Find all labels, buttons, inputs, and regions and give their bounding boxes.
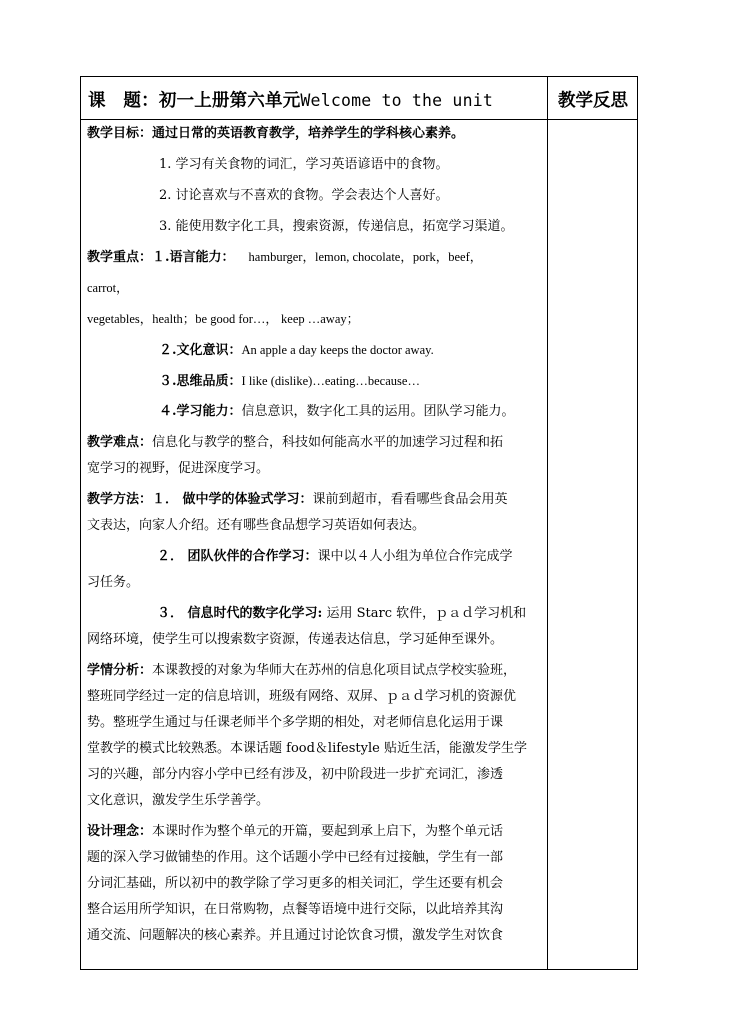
method-1-label: １． 做中学的体验式学习： <box>152 492 313 507</box>
goal-item: 1. 学习有关食物的词汇，学习英语谚语中的食物。 <box>159 157 449 172</box>
goals-text: 通过日常的英语教育教学，培养学生的学科核心素养。 <box>152 126 465 141</box>
method-3-text: 运用 Starc 软件，ｐａｄ学习机和 <box>322 606 527 621</box>
goal-item: 3. 能使用数字化工具，搜索资源，传递信息，拓宽学习渠道。 <box>159 219 514 234</box>
method-3-label: ３． 信息时代的数字化学习: <box>157 606 323 621</box>
key-point-2 <box>87 339 541 370</box>
title-label: 课 题： <box>88 91 159 111</box>
key-point-1 <box>87 246 541 277</box>
design-cont: 整合运用所学知识，在日常购物，点餐等语境中进行交际，以此培养其沟 <box>87 902 504 917</box>
key-point-1-text: hamburger，lemon, chocolate，pork，beef， <box>248 250 483 264</box>
title-en: Welcome to the unit <box>300 91 493 110</box>
difficulties-cont: 宽学习的视野，促进深度学习。 <box>87 461 270 476</box>
method-2-cont: 习任务。 <box>87 575 140 590</box>
goals-label: 教学目标： <box>87 126 153 141</box>
key-point-4 <box>87 401 541 432</box>
methods-label: 教学方法： <box>87 492 153 507</box>
lesson-content <box>87 123 541 951</box>
key-point-2-label: ２.文化意识： <box>159 343 242 358</box>
goal-item: 2. 讨论喜欢与不喜欢的食物。学会表达个人喜好。 <box>159 188 449 203</box>
key-point-3 <box>87 370 541 401</box>
method-3-cont: 网络环境，使学生可以搜索数字资源，传递表达信息，学习延伸至课外。 <box>87 632 504 647</box>
analysis-cont: 堂教学的模式比较熟悉。本课话题 food＆lifestyle 贴近生活，能激发学生学 <box>87 741 527 756</box>
design-text: 本课时作为整个单元的开篇，要起到承上启下，为整个单元话 <box>152 824 504 839</box>
method-1-cont: 文表达，向家人介绍。还有哪些食品想学习英语如何表达。 <box>87 518 426 533</box>
difficulties-text: 信息化与教学的整合，科技如何能高水平的加速学习过程和拓 <box>152 435 504 450</box>
analysis-cont: 文化意识，激发学生乐学善学。 <box>87 793 270 808</box>
lesson-plan-table <box>80 76 638 970</box>
header-divider <box>81 119 637 120</box>
analysis-cont: 势。整班学生通过与任课老师半个多学期的相处，对老师信息化运用于课 <box>87 715 504 730</box>
key-point-1-cont: vegetables，health；be good for…， keep …away； <box>87 312 360 326</box>
design-line <box>87 821 541 847</box>
key-point-1-cont: carrot， <box>87 281 129 295</box>
key-point-4-label: ４.学习能力： <box>159 404 242 419</box>
key-point-3-text: I like (dislike)…eating…because… <box>241 374 420 388</box>
method-1-text: 课前到超市，看看哪些食品会用英 <box>312 492 508 507</box>
analysis-label: 学情分析： <box>87 663 153 678</box>
reflection-header: 教学反思 <box>558 91 628 111</box>
analysis-line <box>87 660 541 686</box>
key-points-label: 教学重点： <box>87 250 153 265</box>
design-cont: 分词汇基础，所以初中的教学除了学习更多的相关词汇，学生还要有机会 <box>87 876 504 891</box>
design-cont: 通交流、问题解决的核心素养。并且通过讨论饮食习惯，激发学生对饮食 <box>87 928 504 943</box>
method-2-label: ２． 团队伙伴的合作学习： <box>157 549 318 564</box>
difficulties-line <box>87 432 541 458</box>
analysis-text: 本课教授的对象为华师大在苏州的信息化项目试点学校实验班， <box>152 663 517 678</box>
key-point-2-text: An apple a day keeps the doctor away. <box>241 343 434 357</box>
method-2 <box>87 546 541 572</box>
analysis-cont: 整班同学经过一定的信息培训，班级有网络、双屏、ｐａｄ学习机的资源优 <box>87 689 517 704</box>
design-label: 设计理念： <box>87 824 153 839</box>
key-point-1-label: １.语言能力： <box>152 250 235 265</box>
goals-line <box>87 123 541 154</box>
design-cont: 题的深入学习做铺垫的作用。这个话题小学中已经有过接触，学生有一部 <box>87 850 504 865</box>
key-point-4-text: 信息意识，数字化工具的运用。团队学习能力。 <box>241 404 515 419</box>
title-cn: 初一上册第六单元 <box>158 91 301 111</box>
lesson-title <box>88 87 493 112</box>
method-1 <box>87 489 541 515</box>
key-point-3-label: ３.思维品质： <box>159 374 242 389</box>
method-2-text: 课中以４人小组为单位合作完成学 <box>317 549 513 564</box>
column-divider <box>547 77 548 969</box>
analysis-cont: 习的兴趣，部分内容小学中已经有涉及，初中阶段进一步扩充词汇，渗透 <box>87 767 504 782</box>
difficulties-label: 教学难点： <box>87 435 153 450</box>
method-3 <box>87 603 541 629</box>
